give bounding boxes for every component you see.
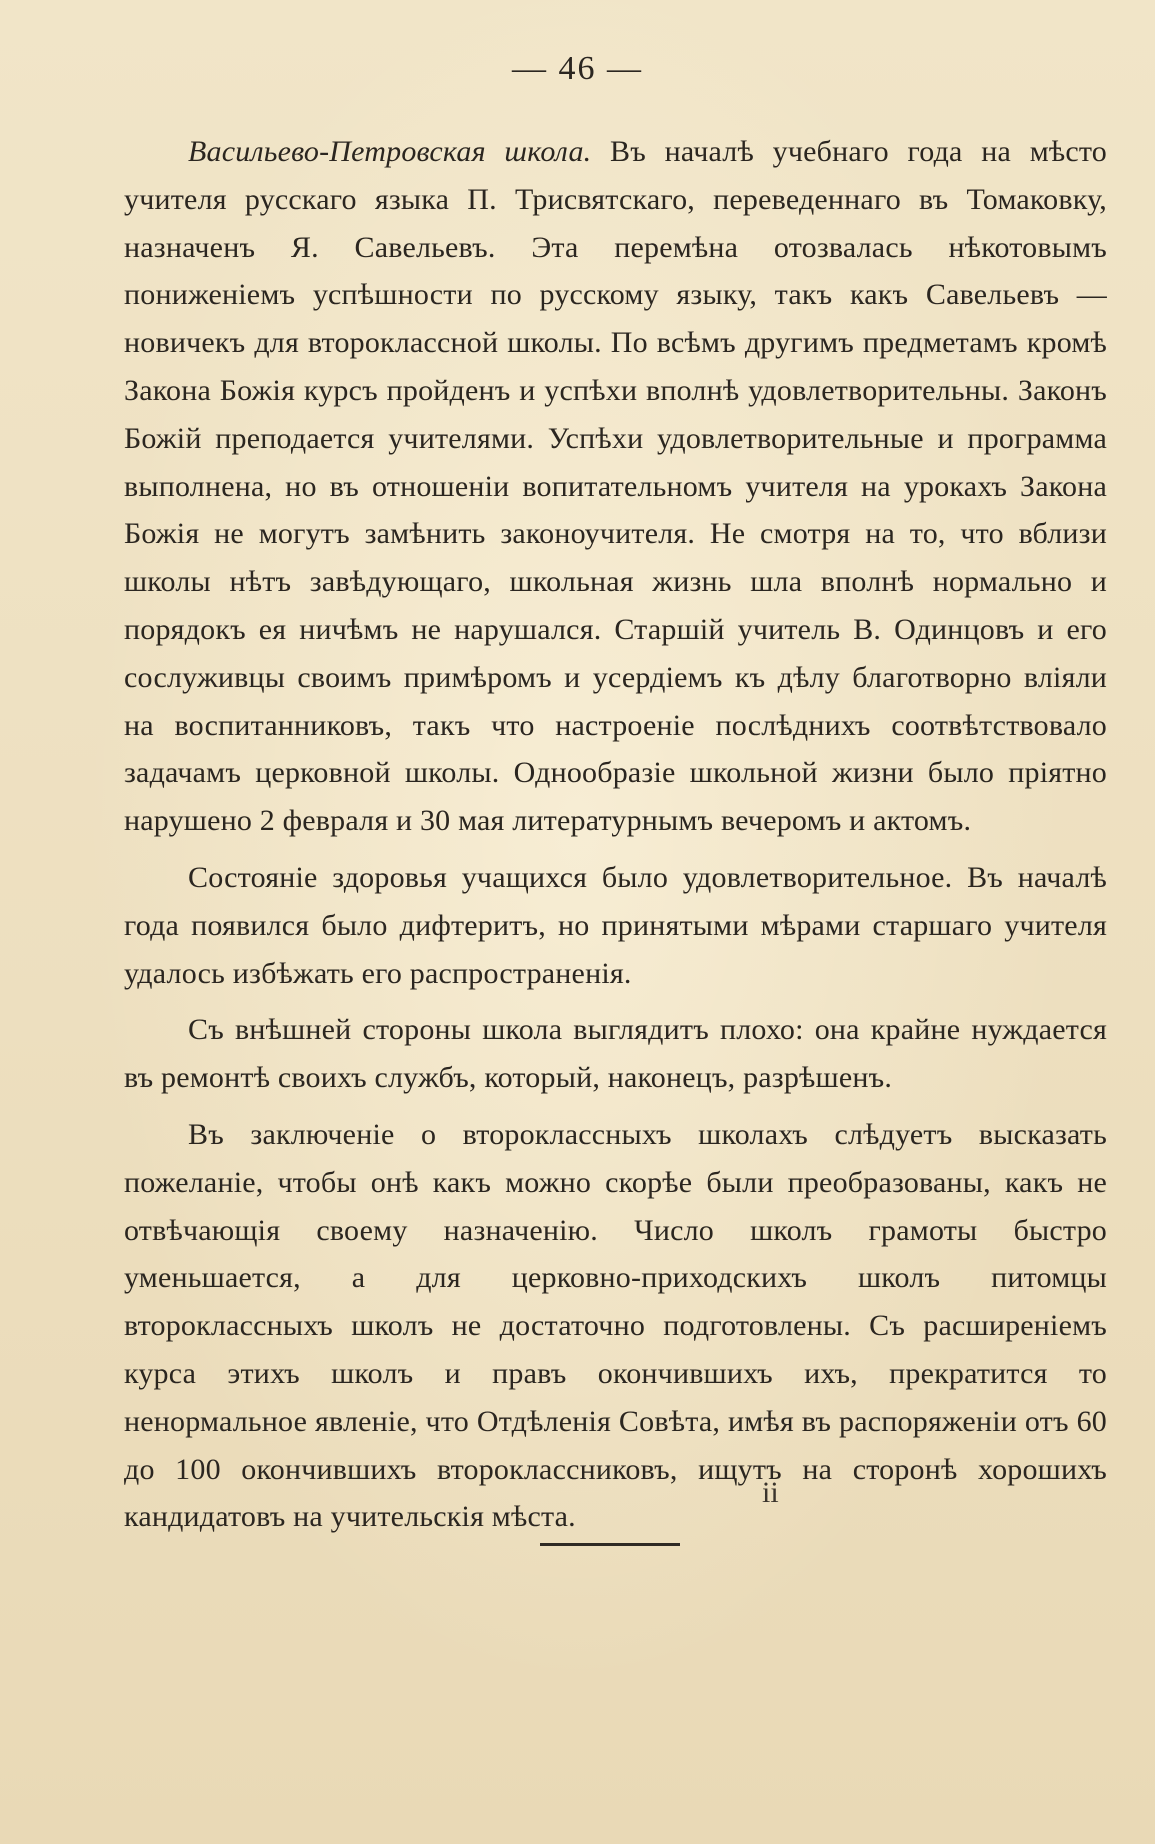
paragraph-vasilevo-petrovskaya-school — [124, 128, 1107, 845]
body-text — [124, 128, 1107, 1541]
paragraph-health: Состояніе здоровья учащихся было удовлетворительное. Въ началѣ года появился было дифтеритъ, но принятыми мѣрами старшаго учителя удалось избѣжать его распространенія. — [124, 860, 1107, 990]
paragraph-conclusion: Въ заключеніе о второклассныхъ школахъ слѣдуетъ высказать пожеланіе, чтобы онѣ какъ можно скорѣе были преобразованы, какъ не отвѣчающія своему назначенію. Число школъ грамоты быстро уменьшается, а для церковно-приходскихъ школъ питомцы второклассныхъ школъ не достаточно подготовлены. Съ расширеніемъ курса этихъ школъ и правъ окончившихъ ихъ, прекратится то ненормальное явленіе, что Отдѣленія Совѣта, имѣя въ распоряженіи отъ 60 до 100 окончившихъ второклассниковъ, ищутъ на сторонѣ хорошихъ кандидатовъ на учительскія мѣста. — [124, 1117, 1107, 1534]
end-rule-divider — [540, 1543, 680, 1546]
stray-mark: іі — [762, 1476, 779, 1509]
page-number: — 46 — — [512, 50, 643, 87]
paragraph-building-condition: Съ внѣшней стороны школа выглядитъ плохо: она крайне нуждается въ ремонтѣ своихъ службъ, который, наконецъ, разрѣшенъ. — [124, 1013, 1107, 1095]
school-name-heading: Васильево-Петровская школа. — [188, 135, 592, 168]
paragraph-text: Въ началѣ учебнаго года на мѣсто учителя русскаго языка П. Трисвятскаго, переведеннаго въ Томаковку, назначенъ Я. Савельевъ. Эта перемѣна отозвалась нѣкотовымъ пониженіемъ успѣшности по русскому языку, такъ какъ Савельевъ — новичекъ для второклассной школы. По всѣмъ другимъ предметамъ кромѣ Закона Божія курсъ пройденъ и успѣхи вполнѣ удовлетворительны. Законъ Божій преподается учителями. Успѣхи удовлетворительные и программа выполнена, но въ отношеніи вопитательномъ учителя на урокахъ Закона Божія не могутъ замѣнить законоучителя. Не смотря на то, что вблизи школы нѣтъ завѣдующаго, школьная жизнь шла вполнѣ нормально и порядокъ ея ничѣмъ не нарушался. Старшій учитель В. Одинцовъ и его сослуживцы своимъ примѣромъ и усердіемъ къ дѣлу благотворно вліяли на воспитанниковъ, такъ что настроеніе послѣднихъ соотвѣтствовало задачамъ церковной школы. Однообразіе школьной жизни было пріятно нарушено 2 февраля и 30 мая литературнымъ вечеромъ и актомъ. — [124, 135, 1107, 838]
